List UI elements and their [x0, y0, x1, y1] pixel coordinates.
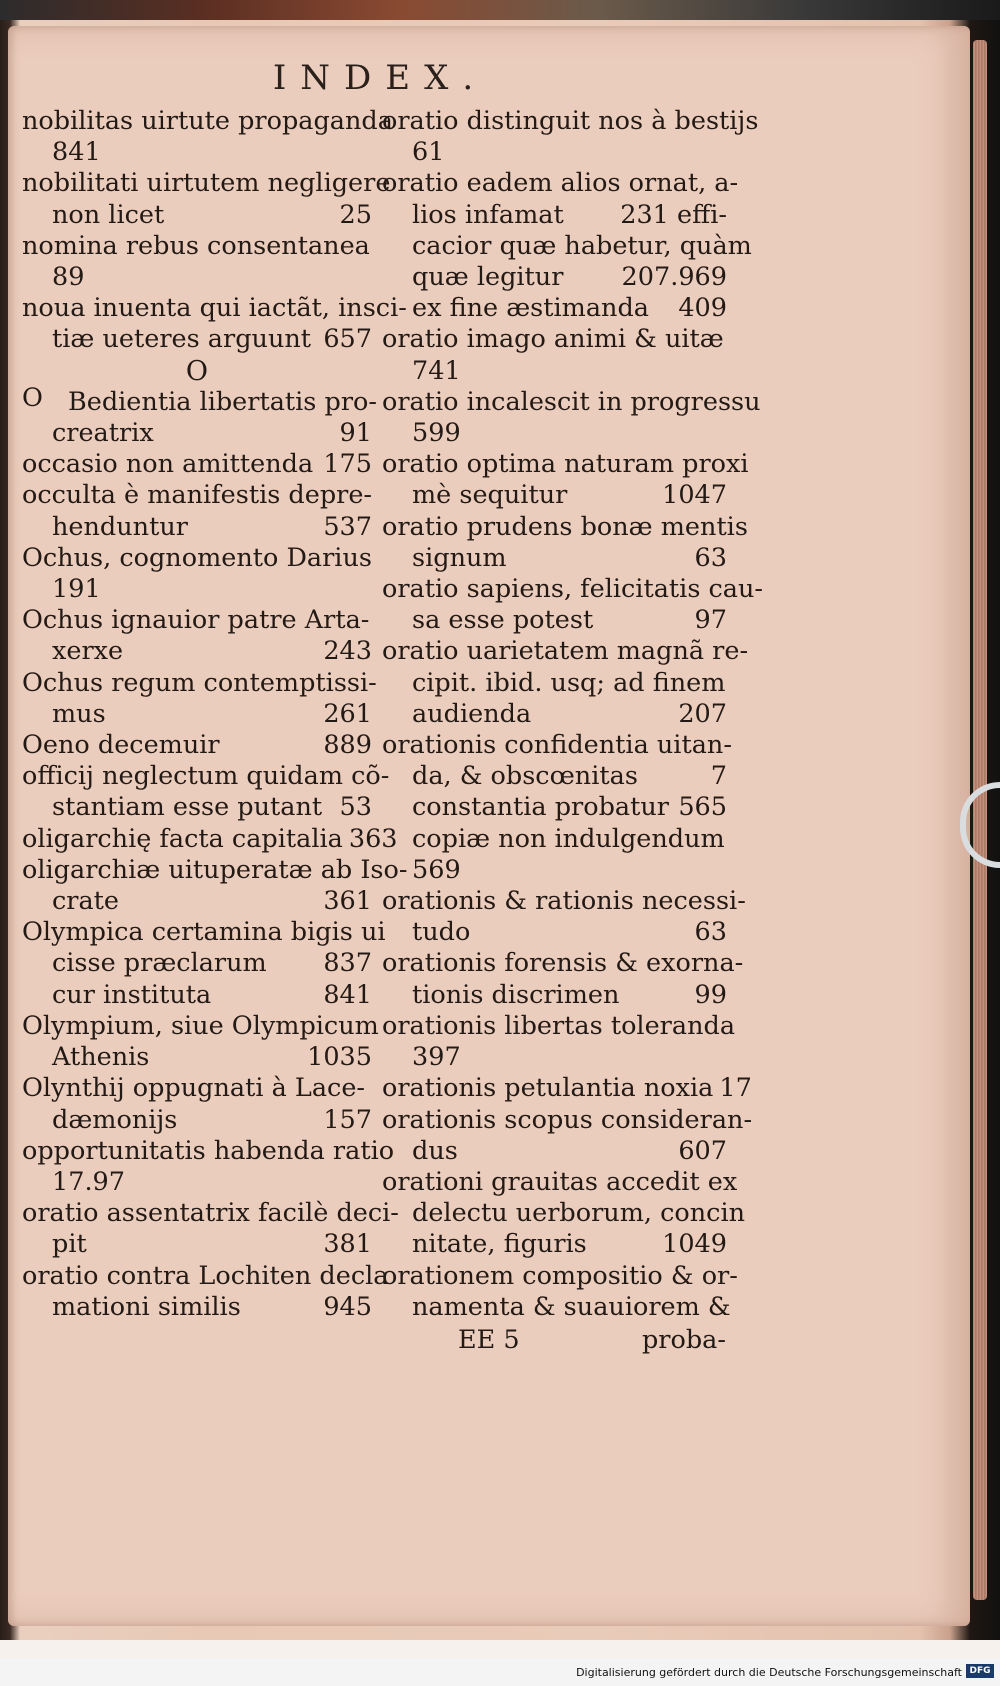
index-entry [382, 855, 727, 886]
index-entry [382, 699, 727, 730]
page-number: 97 [694, 605, 727, 636]
index-entry [382, 948, 744, 979]
index-entry [22, 480, 372, 511]
entry-text: Olynthij oppugnati à Lace- [22, 1073, 366, 1104]
entry-text: Olympium, siue Olympicum [22, 1010, 379, 1041]
index-entry [382, 168, 739, 199]
entry-text: Bedientia libertatis pro- [68, 386, 377, 417]
index-entry [382, 418, 727, 449]
entry-text: nobilitas uirtute propaganda [22, 106, 393, 136]
page-number: 207.969 [621, 262, 727, 293]
section-letter: O [185, 355, 209, 387]
entry-text: 841 [52, 137, 101, 168]
index-entry [22, 1073, 372, 1104]
entry-text: creatrix [52, 418, 154, 449]
entry-text: audienda [412, 698, 532, 729]
page-number: 363 [348, 823, 398, 854]
entry-text: nobilitati uirtutem negligere [22, 168, 391, 199]
entry-text: 599 [412, 418, 461, 449]
page-number [366, 1167, 372, 1198]
page-number: 1035 [307, 1042, 372, 1073]
page-number [749, 449, 755, 480]
entry-text: namenta & suauiorem & [412, 1291, 731, 1322]
index-entry [382, 1073, 752, 1104]
index-entry [22, 324, 372, 355]
index-entry [382, 1166, 738, 1198]
entry-text: oratio optima naturam proxi [382, 449, 749, 480]
index-entry [22, 948, 372, 979]
entry-text: 17.97 [52, 1166, 126, 1197]
index-entry [382, 449, 749, 480]
index-entry [382, 200, 727, 231]
entry-text: oligarchiæ uituperatæ ab Iso- [22, 854, 408, 885]
entry-text: occulta è manifestis depre- [22, 480, 373, 511]
entry-text: oratio uarietatem magnã re- [382, 636, 749, 667]
entry-text: oratio incalescit in progressu [382, 386, 761, 417]
page-number: 53 [339, 792, 372, 823]
page-number [721, 356, 727, 387]
index-entry [22, 605, 372, 636]
entry-text: orationis petulantia noxia [382, 1073, 714, 1104]
entry-text: nomina rebus consentanea [22, 230, 370, 261]
index-entry [22, 886, 372, 917]
page-number [763, 574, 769, 605]
page-number [743, 948, 749, 979]
page-number [724, 324, 730, 355]
footer-text: Digitalisierung gefördert durch die Deutsche Forschungsgemeinschaft [576, 1666, 962, 1679]
index-entry [382, 106, 759, 137]
entry-text: cisse præclarum [52, 948, 267, 979]
catch-line [458, 1325, 726, 1355]
page-number: 261 [323, 698, 372, 729]
entry-text: orationem compositio & or- [382, 1260, 738, 1291]
right-column [382, 106, 764, 1323]
index-entry [22, 730, 372, 761]
page-number [752, 231, 758, 262]
entry-text: pit [52, 1229, 87, 1260]
entry-text: delectu uerborum, concin [412, 1198, 746, 1229]
index-entry [382, 730, 732, 761]
page-number: 17 [719, 1073, 752, 1104]
entry-text: noua inuenta qui iactãt, insci- [22, 293, 407, 324]
entry-text: orationi grauitas accedit ex [382, 1166, 738, 1197]
index-entry [382, 386, 761, 418]
index-entry [382, 668, 727, 699]
entry-text: tudo [412, 917, 471, 948]
entry-text: nitate, figuris [412, 1229, 587, 1260]
index-entry [382, 886, 746, 917]
page-number: 175 [323, 449, 372, 480]
page-number: 841 [323, 979, 372, 1010]
index-entry [22, 512, 372, 543]
entry-text: Olympica certamina bigis ui [22, 917, 386, 948]
entry-text: Oeno decemuir [22, 730, 220, 761]
index-entry [22, 168, 391, 199]
entry-text: oligarchię facta capitalia [22, 823, 343, 854]
entry-text: orationis & rationis necessi- [382, 886, 746, 917]
entry-text: occasio non amittenda [22, 449, 314, 480]
index-entry [382, 262, 727, 293]
entry-text: signum [412, 542, 507, 573]
entry-text: Athenis [52, 1042, 150, 1073]
page-number [732, 730, 738, 761]
page-number: 7 [710, 761, 727, 792]
entry-text: oratio distinguit nos à bestijs [382, 106, 759, 136]
index-entry [382, 293, 727, 324]
page-number [366, 262, 372, 293]
index-entry [382, 1198, 746, 1229]
entry-text: oratio imago animi & uitæ [382, 324, 724, 355]
index-entry [22, 293, 407, 324]
entry-text: constantia probatur [412, 792, 669, 823]
page-number: 243 [323, 636, 372, 667]
entry-text: Ochus ignauior patre Arta- [22, 605, 370, 636]
entry-text: cipit. ibid. usq; ad finem [412, 667, 726, 698]
index-entry [22, 1105, 372, 1136]
page-number [366, 574, 372, 605]
index-entry [22, 1198, 399, 1229]
page-number [748, 636, 754, 667]
page-number [721, 855, 727, 886]
page-number [752, 1105, 758, 1136]
page-header: INDEX. [272, 58, 488, 98]
index-entry [22, 636, 372, 667]
index-entry [22, 137, 372, 168]
index-entry [22, 1260, 389, 1292]
entry-text: 741 [412, 355, 461, 386]
index-entry [382, 605, 727, 636]
page-number: 63 [694, 917, 727, 948]
entry-text: copiæ non indulgendum [412, 823, 725, 854]
footer-bar [0, 1658, 1000, 1686]
index-entry [22, 382, 377, 418]
page-number: 381 [323, 1229, 372, 1260]
index-entry [22, 1167, 372, 1198]
catchword: proba- [641, 1325, 726, 1355]
page-number [366, 137, 372, 168]
page-number [745, 1198, 751, 1229]
index-entry [382, 543, 727, 574]
entry-text: cur instituta [52, 979, 212, 1010]
page-number: 1047 [662, 480, 727, 511]
entry-text: officij neglectum quidam cõ- [22, 761, 390, 792]
page-number: 25 [339, 199, 372, 230]
entry-text: crate [52, 886, 120, 917]
entry-text: 61 [412, 137, 445, 168]
entry-text: orationis forensis & exorna- [382, 948, 744, 979]
book-cover-strip [0, 0, 1000, 20]
entry-text: henduntur [52, 511, 188, 542]
page-number [748, 512, 754, 543]
page-number: 837 [323, 948, 372, 979]
entry-text: 191 [52, 574, 101, 605]
page-number [735, 1011, 741, 1042]
entry-text: dus [412, 1135, 458, 1166]
page-number: 409 [678, 293, 727, 324]
index-entry [382, 1104, 753, 1136]
index-entry [22, 761, 390, 792]
entry-text: tiæ ueteres arguunt [52, 324, 312, 355]
entry-text: oratio eadem alios ornat, a- [382, 168, 739, 199]
entry-text: sa esse potest [412, 605, 594, 636]
page-number [758, 106, 764, 137]
left-column [22, 106, 408, 1323]
entry-text: xerxe [52, 636, 124, 667]
entry-text: opportunitatis habenda ratio [22, 1135, 395, 1166]
index-entry [382, 1260, 738, 1292]
page-number: 231 effi- [620, 199, 727, 230]
page-number: 657 [323, 324, 372, 355]
page-number [366, 1073, 372, 1104]
index-entry [382, 1291, 731, 1323]
index-entry [382, 324, 727, 355]
index-entry [22, 449, 372, 480]
page-number: 157 [323, 1104, 372, 1135]
entry-text: cacior quæ habetur, quàm [412, 230, 752, 261]
index-entry [22, 106, 393, 137]
index-entry [22, 917, 386, 948]
page-number: 537 [323, 511, 372, 542]
page-number [372, 480, 378, 511]
page-number [721, 137, 727, 168]
entry-text: dæmonijs [52, 1104, 178, 1135]
page-number [738, 1261, 744, 1292]
page-number: 565 [678, 792, 727, 823]
entry-text: lios infamat [412, 199, 564, 230]
entry-text: oratio assentatrix facilè deci- [22, 1198, 399, 1229]
entry-text: orationis libertas toleranda [382, 1010, 736, 1041]
entry-text: Ochus, cognomento Darius [22, 542, 372, 573]
entry-text: tionis discrimen [412, 979, 620, 1010]
index-entry [22, 699, 372, 730]
page-number: 361 [323, 886, 372, 917]
index-entry [382, 230, 752, 262]
index-entry [382, 824, 727, 855]
page-number [721, 418, 727, 449]
index-entry [382, 761, 727, 792]
entry-text: Ochus regum contemptissi- [22, 667, 377, 698]
entry-text: orationis confidentia uitan- [382, 730, 732, 761]
entry-text: quæ legitur [412, 262, 564, 293]
entry-text: 89 [52, 262, 85, 293]
index-entry [22, 418, 372, 449]
index-entry [382, 574, 764, 605]
page-number [738, 168, 744, 199]
index-entry [22, 823, 398, 855]
page-number [737, 1167, 743, 1198]
index-entry [22, 792, 372, 823]
entry-text: da, & obscœnitas [412, 761, 638, 792]
entry-text: oratio sapiens, felicitatis cau- [382, 574, 764, 605]
index-entry [382, 1136, 727, 1167]
index-entry [22, 1292, 372, 1323]
index-entry [22, 231, 372, 262]
page-number: 1049 [662, 1229, 727, 1260]
index-entry [382, 1010, 736, 1042]
index-entry [382, 1042, 727, 1073]
entry-text: non licet [52, 199, 165, 230]
index-entry [22, 980, 372, 1011]
page-number [761, 387, 767, 418]
page-number [731, 1292, 737, 1323]
entry-text: oratio prudens bonæ mentis [382, 511, 748, 542]
dfg-logo: DFG [966, 1664, 994, 1678]
index-entry [22, 1135, 395, 1167]
index-entry [382, 511, 748, 543]
entry-text: 397 [412, 1042, 461, 1073]
page-number: 99 [694, 979, 727, 1010]
entry-text: oratio contra Lochiten decla [22, 1260, 389, 1291]
page-number: 889 [323, 730, 372, 761]
index-entry [22, 667, 377, 699]
index-entry [382, 636, 749, 667]
page-number: 607 [678, 1135, 727, 1166]
index-entry [382, 356, 727, 387]
entry-text: mè sequitur [412, 480, 568, 511]
entry-text: 569 [412, 854, 461, 885]
page-number [725, 668, 731, 699]
index-entry [382, 480, 727, 511]
entry-text: mus [52, 698, 106, 729]
entry-text: orationis scopus consideran- [382, 1104, 753, 1135]
page-number [369, 605, 375, 636]
entry-text: ex fine æstimanda [412, 293, 649, 324]
drop-cap: O [22, 382, 43, 413]
index-entry [382, 1229, 727, 1260]
entry-text: stantiam esse putant [52, 792, 323, 823]
index-entry [22, 1042, 372, 1073]
page-number [721, 1042, 727, 1073]
index-entry [22, 1010, 379, 1042]
page-number [746, 886, 752, 917]
index-entry [22, 854, 408, 886]
entry-text: mationi similis [52, 1291, 241, 1322]
signature-mark: EE 5 [458, 1325, 520, 1355]
index-entry [22, 262, 372, 293]
page-number: 207 [678, 698, 727, 729]
index-entry [382, 980, 727, 1011]
index-entry [22, 543, 372, 574]
index-entry [382, 137, 727, 168]
page-number [725, 824, 731, 855]
index-entry [382, 792, 727, 823]
page-number [372, 543, 378, 574]
page-number: 63 [694, 542, 727, 573]
index-entry [382, 917, 727, 948]
index-entry [22, 1229, 372, 1260]
page-number [370, 231, 376, 262]
page-number: 91 [339, 418, 372, 449]
page-number: 945 [323, 1291, 372, 1322]
index-entry [22, 574, 372, 605]
index-entry [22, 200, 372, 231]
